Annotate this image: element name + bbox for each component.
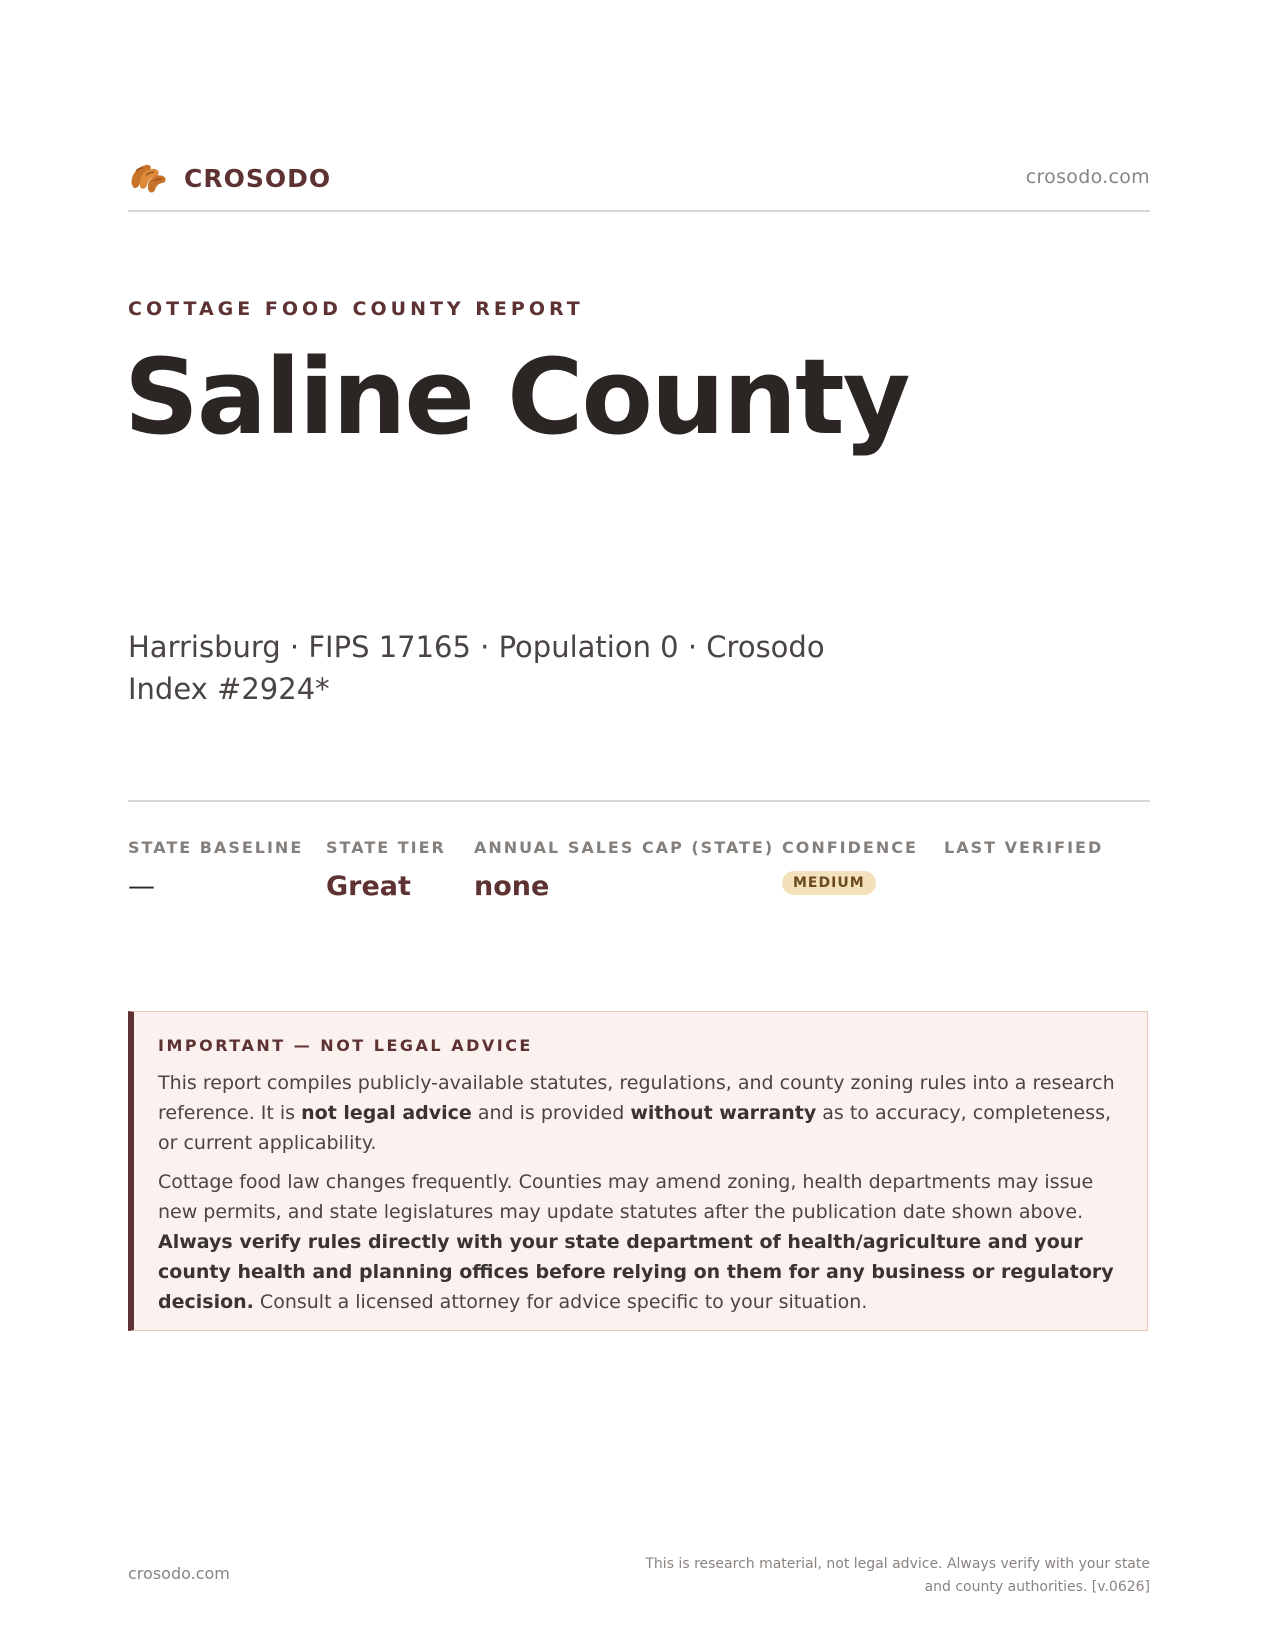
report-subtitle: Harrisburg · FIPS 17165 · Population 0 · Crosodo Index #2924* [128,630,825,706]
stat-label: ANNUAL SALES CAP (STATE) [474,838,775,857]
footer-url-link[interactable]: crosodo.com [128,1564,230,1583]
brand-name: CROSODO [184,163,332,193]
notice-text: This report compiles publicly-available statutes, regulations, and county zoning rules into a research reference. It is [158,1072,1115,1124]
notice-text: Cottage food law changes frequently. Counties may amend zoning, health departments may issue new permits, and state legislatures may update statutes after the publication date shown above. [158,1171,1094,1223]
header-url-link[interactable]: crosodo.com [1025,166,1150,188]
notice-body [158,1068,1118,1326]
notice-text: Consult a licensed attorney for advice specific to your situation. [253,1291,868,1313]
stats-row [128,800,1150,922]
confidence-badge: MEDIUM [782,871,876,895]
brand[interactable] [128,158,331,198]
stat-label: LAST VERIFIED [944,838,1104,857]
stat-value: Great [326,871,411,902]
notice-emphasis: without warranty [630,1102,817,1124]
stat-annual-sales-cap [474,838,774,902]
stat-last-verified [944,838,1103,871]
notice-text: and is provided [471,1102,631,1124]
croissant-icon [128,159,170,197]
stat-label: STATE TIER [326,838,446,857]
notice-paragraph [158,1068,1118,1158]
legal-notice [128,1011,1148,1331]
notice-emphasis: not legal advice [301,1102,472,1124]
page-title: Saline County [124,336,909,458]
notice-title: IMPORTANT — NOT LEGAL ADVICE [158,1036,533,1055]
notice-emphasis: Always verify rules directly with your state department of health/agriculture and your county health and planning offices before relying on them for any business or regulatory decision. [158,1231,1114,1313]
stat-value: — [128,871,155,902]
stat-value: none [474,871,550,902]
stat-state-baseline [128,838,303,902]
report-page [124,0,1150,1650]
stat-label: STATE BASELINE [128,838,304,857]
notice-text: as to accuracy, completeness, or current applicability. [158,1102,1112,1154]
report-eyebrow: COTTAGE FOOD COUNTY REPORT [128,298,584,320]
notice-paragraph [158,1167,1118,1317]
page-header [128,158,1150,212]
stat-label: CONFIDENCE [782,838,918,857]
stat-state-tier [326,838,446,902]
stat-confidence [782,838,918,895]
footer-disclaimer: This is research material, not legal advice. Always verify with your state and county authorities. [v.0626] [645,1556,1150,1595]
